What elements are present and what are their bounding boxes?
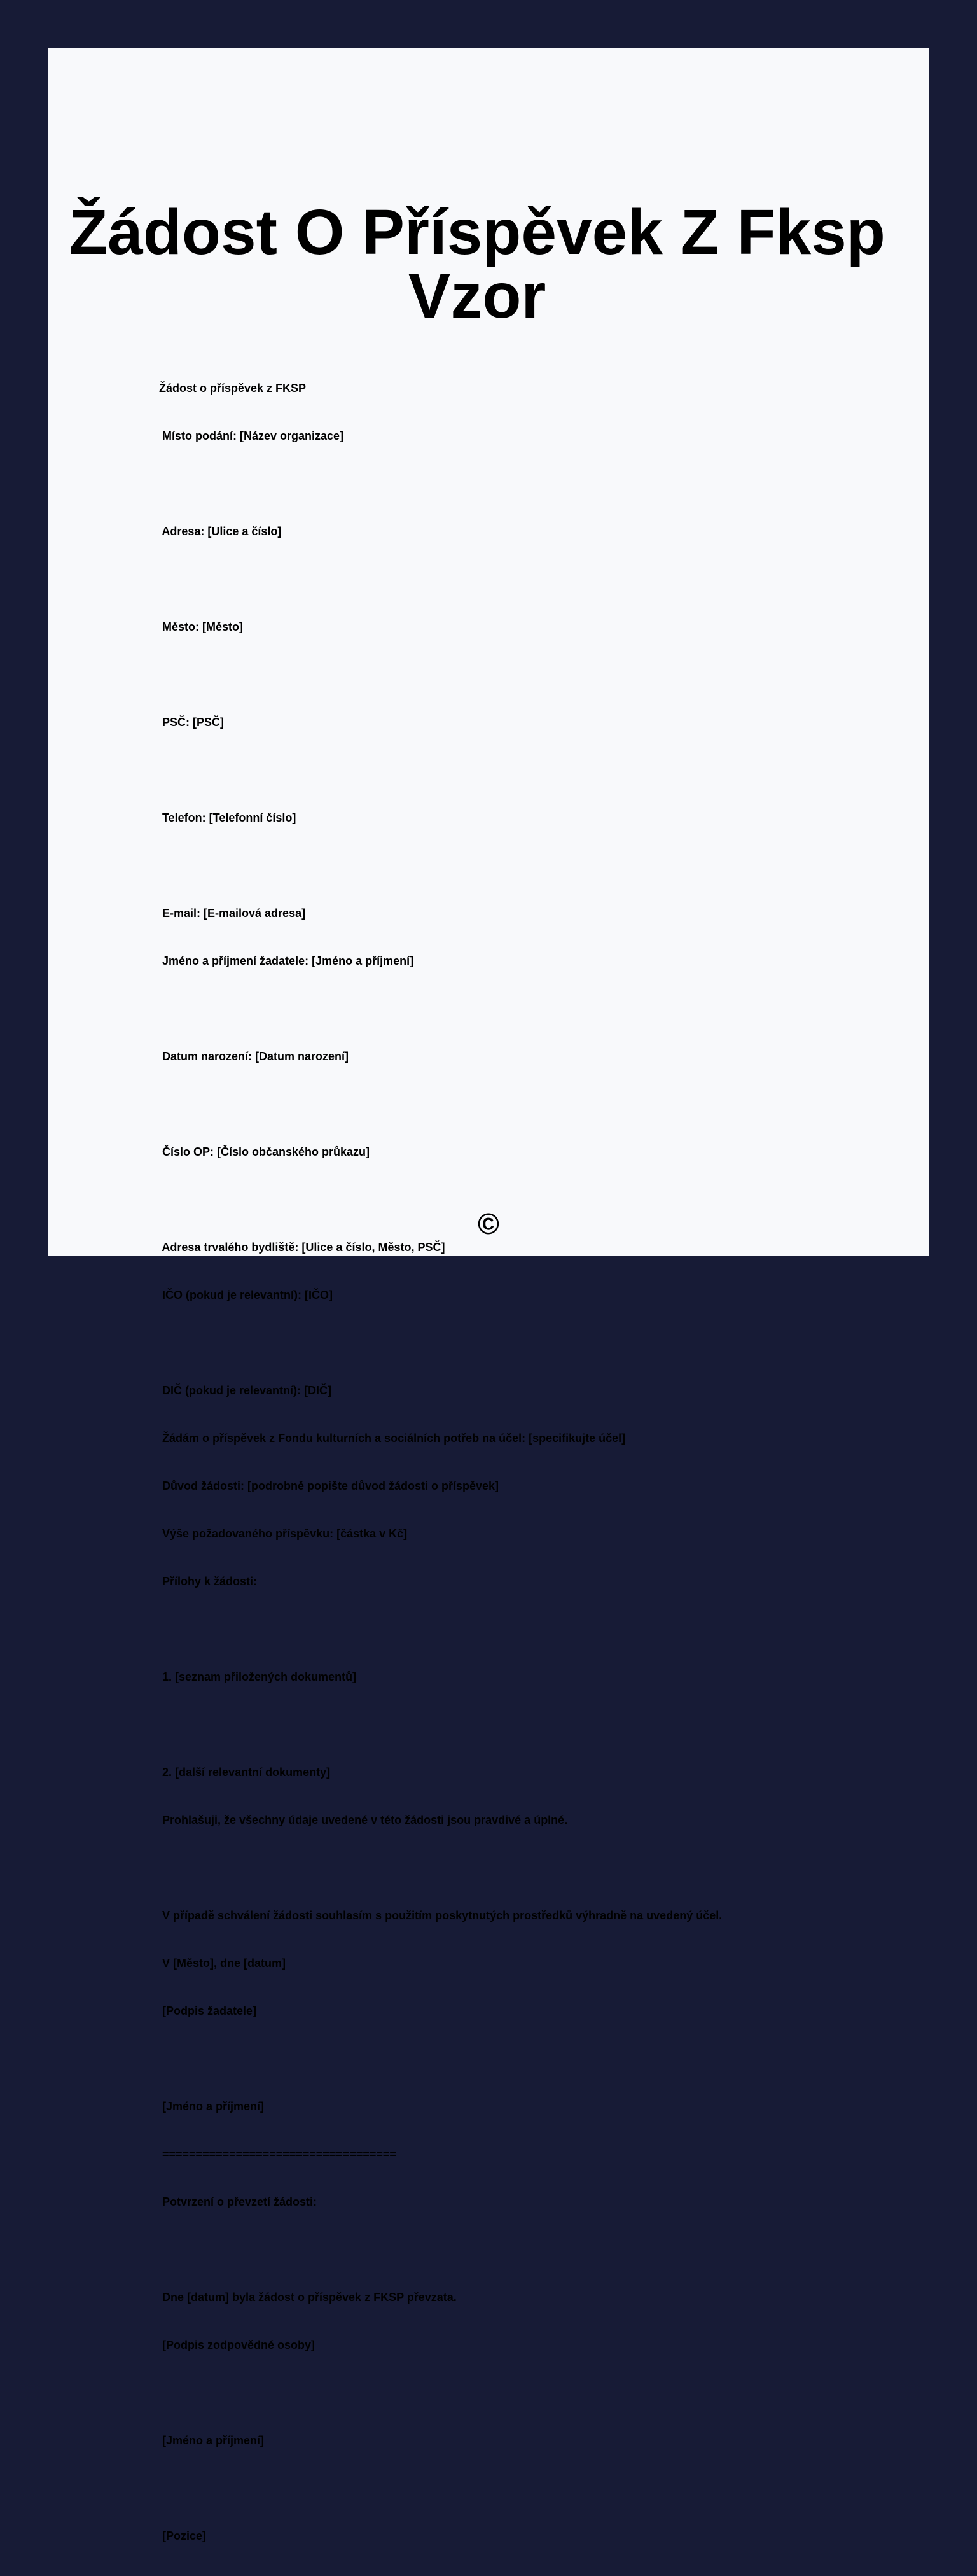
receipt-statement: Dne [datum] byla žádost o příspěvek z FKSP převzata. (159, 2291, 457, 2304)
field-adresa-bydliste: Adresa trvalého bydliště: [Ulice a číslo, Město, PSČ] (159, 1241, 445, 1254)
responsible-name: [Jméno a příjmení] (159, 2434, 265, 2447)
field-telefon: Telefon: [Telefonní číslo] (159, 811, 296, 824)
blank-line (159, 2242, 722, 2258)
blank-line (159, 1096, 722, 1112)
receipt-heading: Potvrzení o převzetí žádosti: (159, 2195, 317, 2208)
document-body (159, 349, 722, 2576)
copyright-icon: © (478, 1207, 499, 1240)
blank-line (159, 762, 722, 778)
attachment-item-1: 1. [seznam přiložených dokumentů] (159, 1670, 357, 1683)
field-datum-narozeni: Datum narození: [Datum narození] (159, 1050, 349, 1063)
place-and-date: V [Město], dne [datum] (159, 1957, 286, 1970)
blank-line (159, 571, 722, 587)
request-amount: Výše požadovaného příspěvku: [částka v Kč] (159, 1527, 408, 1540)
applicant-name: [Jméno a příjmení] (159, 2100, 265, 2113)
blank-line (159, 1335, 722, 1351)
blank-line (159, 2481, 722, 2496)
separator-line: =================================== (159, 2148, 396, 2160)
request-purpose: Žádám o příspěvek z Fondu kulturních a sociálních potřeb na účel: [specifikujte účel] (159, 1432, 626, 1445)
responsible-signature: [Podpis zodpovědné osoby] (159, 2339, 315, 2351)
blank-line (159, 1860, 722, 1876)
field-mesto: Město: [Město] (159, 620, 243, 633)
applicant-signature: [Podpis žadatele] (159, 2005, 257, 2017)
field-dic: DIČ (pokud je relevantní): [DIČ] (159, 1384, 332, 1397)
blank-line (159, 2385, 722, 2401)
field-misto-podani: Místo podání: [Název organizace] (159, 430, 344, 442)
blank-line (159, 1192, 722, 1208)
attachment-item-2: 2. [další relevantní dokumenty] (159, 1766, 331, 1779)
field-jmeno-zadatele: Jméno a příjmení žadatele: [Jméno a příjmení] (159, 955, 414, 967)
blank-line (159, 2051, 722, 2067)
declaration-consent: V případě schválení žádosti souhlasím s použitím poskytnutých prostředků výhradně na uvedený účel. (159, 1909, 723, 1922)
field-email: E-mail: [E-mailová adresa] (159, 907, 306, 920)
blank-line (159, 858, 722, 874)
declaration-truth: Prohlašuji, že všechny údaje uvedené v této žádosti jsou pravdivé a úplné. (159, 1814, 568, 1826)
page-title: Žádost O Příspěvek Z Fksp Vzor (69, 197, 885, 332)
responsible-position: [Pozice] (159, 2530, 207, 2542)
request-reason: Důvod žádosti: [podrobně popište důvod žádosti o příspěvek] (159, 1480, 499, 1492)
document-heading: Žádost o příspěvek z FKSP (159, 382, 307, 395)
blank-line (159, 1717, 722, 1733)
field-adresa: Adresa: [Ulice a číslo] (159, 525, 282, 538)
field-cislo-op: Číslo OP: [Číslo občanského průkazu] (159, 1145, 370, 1158)
blank-line (159, 667, 722, 683)
document-page (48, 48, 929, 2542)
blank-line (159, 1001, 722, 1017)
field-ico: IČO (pokud je relevantní): [IČO] (159, 1289, 333, 1301)
blank-line (159, 1621, 722, 1637)
attachments-heading: Přílohy k žádosti: (159, 1575, 258, 1588)
field-psc: PSČ: [PSČ] (159, 716, 225, 729)
blank-line (159, 476, 722, 492)
